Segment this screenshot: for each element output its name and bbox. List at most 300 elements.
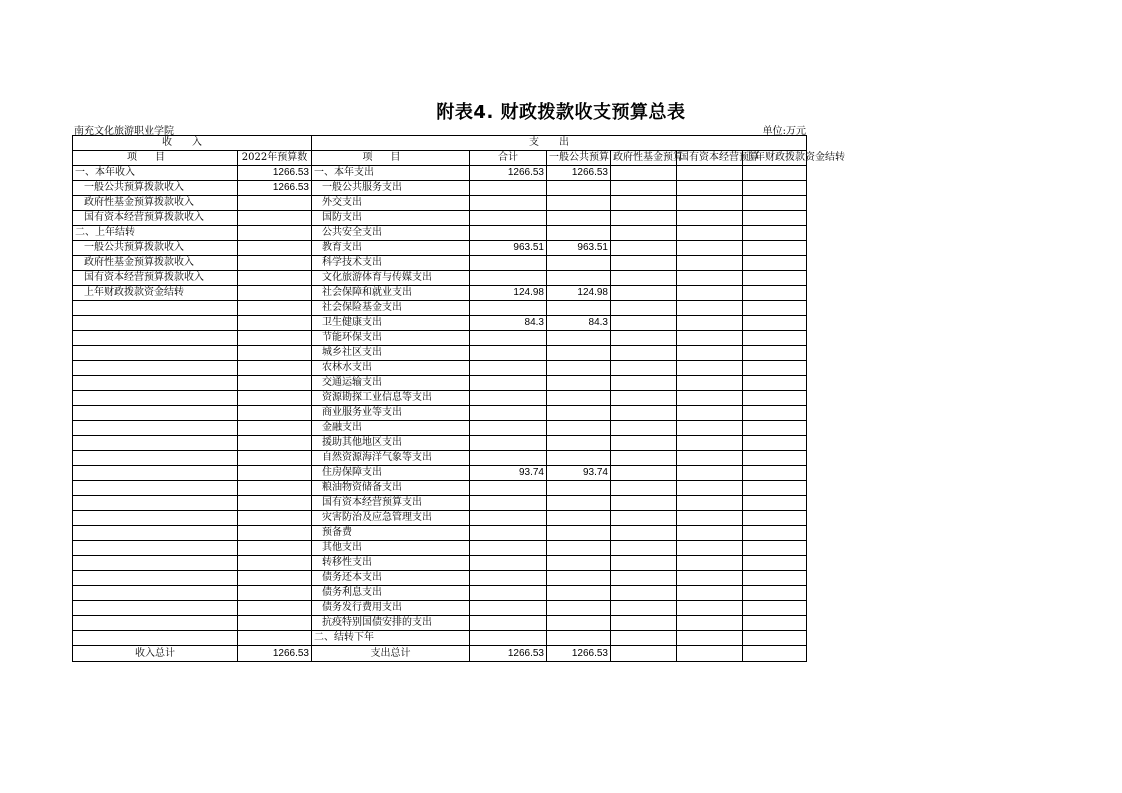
expense-item-cell: 农林水支出 (312, 361, 470, 376)
expense-item-cell: 其他支出 (312, 541, 470, 556)
expense-item-cell: 债务利息支出 (312, 586, 470, 601)
gov-fund-cell (611, 346, 677, 361)
prev-carryover-cell (743, 391, 807, 406)
general-budget-cell (547, 481, 611, 496)
expense-total-cell (470, 556, 547, 571)
expense-total-cell (470, 361, 547, 376)
prev-carryover-cell (743, 496, 807, 511)
gov-fund-cell (611, 526, 677, 541)
gov-fund-cell (611, 421, 677, 436)
state-capital-cell (677, 226, 743, 241)
table-row (73, 256, 807, 271)
gov-fund-header: 政府性基金预算 (611, 151, 677, 166)
table-row (73, 511, 807, 526)
state-capital-cell (677, 256, 743, 271)
prev-carryover-cell (743, 226, 807, 241)
expense-total-cell (470, 601, 547, 616)
gov-fund-cell (611, 436, 677, 451)
expense-item-cell: 交通运输支出 (312, 376, 470, 391)
income-item-cell (73, 346, 238, 361)
expense-item-cell: 住房保障支出 (312, 466, 470, 481)
prev-carryover-cell (743, 331, 807, 346)
general-budget-cell: 963.51 (547, 241, 611, 256)
table-row (73, 496, 807, 511)
gov-fund-cell (611, 466, 677, 481)
expense-total-cell (470, 181, 547, 196)
state-capital-cell (677, 166, 743, 181)
income-budget-cell (238, 556, 312, 571)
table-row (73, 361, 807, 376)
expense-item-cell: 社会保险基金支出 (312, 301, 470, 316)
section-header-row (73, 136, 807, 151)
prev-carryover-cell (743, 286, 807, 301)
income-budget-cell (238, 301, 312, 316)
income-item-cell (73, 601, 238, 616)
prev-carryover-cell (743, 181, 807, 196)
general-budget-cell (547, 301, 611, 316)
general-budget-cell (547, 211, 611, 226)
prev-carryover-cell (743, 556, 807, 571)
prev-carryover-cell (743, 196, 807, 211)
table-row (73, 421, 807, 436)
expense-total-cell (470, 256, 547, 271)
income-section-header: 收入 (73, 136, 312, 151)
prev-carryover-cell (743, 601, 807, 616)
gov-fund-cell (611, 451, 677, 466)
expense-item-cell: 自然资源海洋气象等支出 (312, 451, 470, 466)
gov-fund-cell (611, 556, 677, 571)
income-budget-cell (238, 316, 312, 331)
expense-item-cell: 转移性支出 (312, 556, 470, 571)
gov-fund-total-value (611, 646, 677, 662)
table-row (73, 376, 807, 391)
table-row (73, 571, 807, 586)
income-item-cell: 上年财政拨款资金结转 (73, 286, 238, 301)
prev-carryover-cell (743, 541, 807, 556)
expense-total-cell (470, 496, 547, 511)
income-budget-cell (238, 391, 312, 406)
income-total-value: 1266.53 (238, 646, 312, 662)
expense-item-cell: 国有资本经营预算支出 (312, 496, 470, 511)
general-budget-cell (547, 631, 611, 646)
table-row (73, 241, 807, 256)
prev-carryover-total-value (743, 646, 807, 662)
expense-item-cell: 抗疫特别国债安排的支出 (312, 616, 470, 631)
gov-fund-cell (611, 376, 677, 391)
expense-item-cell: 卫生健康支出 (312, 316, 470, 331)
general-budget-cell: 124.98 (547, 286, 611, 301)
expense-item-cell: 资源勘探工业信息等支出 (312, 391, 470, 406)
state-capital-cell (677, 391, 743, 406)
state-capital-cell (677, 556, 743, 571)
expense-item-cell: 援助其他地区支出 (312, 436, 470, 451)
prev-carryover-cell (743, 436, 807, 451)
expense-total-value: 1266.53 (470, 646, 547, 662)
table-row (73, 391, 807, 406)
state-capital-total-value (677, 646, 743, 662)
general-budget-cell (547, 346, 611, 361)
expense-section-header: 支出 (312, 136, 807, 151)
income-budget-cell (238, 511, 312, 526)
income-item-cell (73, 586, 238, 601)
table-row (73, 166, 807, 181)
table-row (73, 196, 807, 211)
income-item-cell (73, 541, 238, 556)
income-item-cell (73, 391, 238, 406)
income-item-cell: 一般公共预算拨款收入 (73, 241, 238, 256)
total-header: 合计 (470, 151, 547, 166)
prev-carryover-cell (743, 241, 807, 256)
table-row (73, 601, 807, 616)
expense-total-cell (470, 541, 547, 556)
gov-fund-cell (611, 226, 677, 241)
gov-fund-cell (611, 271, 677, 286)
expense-total-cell (470, 271, 547, 286)
general-budget-cell (547, 406, 611, 421)
general-budget-cell (547, 586, 611, 601)
income-item-cell: 政府性基金预算拨款收入 (73, 196, 238, 211)
income-item-cell (73, 526, 238, 541)
table-row (73, 631, 807, 646)
table-row (73, 211, 807, 226)
income-item-cell (73, 436, 238, 451)
income-item-cell: 国有资本经营预算拨款收入 (73, 271, 238, 286)
gov-fund-cell (611, 586, 677, 601)
gov-fund-cell (611, 361, 677, 376)
prev-carryover-cell (743, 451, 807, 466)
expense-total-cell (470, 391, 547, 406)
general-budget-cell (547, 541, 611, 556)
gov-fund-cell (611, 181, 677, 196)
income-item-cell: 二、上年结转 (73, 226, 238, 241)
expense-total-cell (470, 586, 547, 601)
gov-fund-cell (611, 331, 677, 346)
table-row (73, 556, 807, 571)
income-item-cell (73, 571, 238, 586)
table-row (73, 526, 807, 541)
income-budget-cell (238, 256, 312, 271)
expense-total-cell: 1266.53 (470, 166, 547, 181)
expense-total-cell (470, 226, 547, 241)
gov-fund-cell (611, 211, 677, 226)
gov-fund-cell (611, 631, 677, 646)
state-capital-cell (677, 466, 743, 481)
table-row (73, 436, 807, 451)
general-budget-cell (547, 496, 611, 511)
gov-fund-cell (611, 541, 677, 556)
income-item-cell (73, 316, 238, 331)
gov-fund-cell (611, 166, 677, 181)
general-budget-cell (547, 556, 611, 571)
general-budget-cell: 93.74 (547, 466, 611, 481)
gov-fund-cell (611, 316, 677, 331)
expense-total-cell: 93.74 (470, 466, 547, 481)
expense-total-cell (470, 571, 547, 586)
income-item-cell (73, 376, 238, 391)
table-row (73, 541, 807, 556)
expense-item-cell: 科学技术支出 (312, 256, 470, 271)
prev-carryover-cell (743, 301, 807, 316)
income-item-cell (73, 616, 238, 631)
general-budget-cell (547, 331, 611, 346)
prev-carryover-cell (743, 361, 807, 376)
general-budget-cell (547, 526, 611, 541)
organization-name: 南充文化旅游职业学院 (74, 126, 174, 137)
gov-fund-cell (611, 256, 677, 271)
expense-item-cell: 预备费 (312, 526, 470, 541)
prev-carryover-cell (743, 376, 807, 391)
expense-total-cell (470, 421, 547, 436)
expense-item-cell: 文化旅游体育与传媒支出 (312, 271, 470, 286)
income-item-cell (73, 331, 238, 346)
prev-carryover-cell (743, 616, 807, 631)
expense-item-cell: 公共安全支出 (312, 226, 470, 241)
expense-total-cell (470, 616, 547, 631)
prev-carryover-cell (743, 466, 807, 481)
expense-total-cell (470, 511, 547, 526)
column-header-row (73, 151, 807, 166)
income-budget-cell (238, 526, 312, 541)
income-budget-cell (238, 286, 312, 301)
expense-item-cell: 商业服务业等支出 (312, 406, 470, 421)
prev-carryover-cell (743, 166, 807, 181)
prev-carryover-cell (743, 316, 807, 331)
state-capital-cell (677, 286, 743, 301)
gov-fund-cell (611, 511, 677, 526)
table-row (73, 286, 807, 301)
state-capital-cell (677, 526, 743, 541)
unit-label: 单位:万元 (762, 126, 806, 137)
expense-total-label: 支出总计 (312, 646, 470, 662)
prev-carryover-cell (743, 631, 807, 646)
expense-item-cell: 城乡社区支出 (312, 346, 470, 361)
state-capital-cell (677, 571, 743, 586)
table-row (73, 616, 807, 631)
gov-fund-cell (611, 496, 677, 511)
gov-fund-cell (611, 286, 677, 301)
income-item-cell (73, 556, 238, 571)
prev-carryover-cell (743, 511, 807, 526)
gov-fund-cell (611, 571, 677, 586)
prev-carryover-header: 上年财政拨款资金结转 (743, 151, 807, 166)
state-capital-cell (677, 316, 743, 331)
gov-fund-cell (611, 196, 677, 211)
income-budget-cell (238, 496, 312, 511)
table-row (73, 451, 807, 466)
table-row (73, 226, 807, 241)
table-row (73, 331, 807, 346)
income-budget-cell (238, 406, 312, 421)
state-capital-cell (677, 181, 743, 196)
state-capital-cell (677, 601, 743, 616)
prev-carryover-cell (743, 571, 807, 586)
state-capital-cell (677, 541, 743, 556)
income-budget-cell (238, 196, 312, 211)
expense-item-cell: 一、本年支出 (312, 166, 470, 181)
expense-total-cell (470, 301, 547, 316)
state-capital-cell (677, 436, 743, 451)
expense-item-cell: 二、结转下年 (312, 631, 470, 646)
expense-total-cell (470, 631, 547, 646)
state-capital-cell (677, 586, 743, 601)
table-row (73, 316, 807, 331)
income-budget-cell (238, 571, 312, 586)
general-budget-cell (547, 511, 611, 526)
expense-total-cell (470, 406, 547, 421)
expense-item-cell: 社会保障和就业支出 (312, 286, 470, 301)
income-budget-cell (238, 601, 312, 616)
income-budget-cell (238, 421, 312, 436)
prev-carryover-cell (743, 586, 807, 601)
income-budget-cell (238, 481, 312, 496)
prev-carryover-cell (743, 211, 807, 226)
income-item-header: 项目 (73, 151, 238, 166)
gov-fund-cell (611, 391, 677, 406)
general-budget-cell (547, 391, 611, 406)
expense-total-cell (470, 526, 547, 541)
general-budget-cell (547, 616, 611, 631)
income-budget-cell (238, 226, 312, 241)
table-row (73, 406, 807, 421)
expense-total-cell (470, 346, 547, 361)
prev-carryover-cell (743, 406, 807, 421)
expense-item-cell: 节能环保支出 (312, 331, 470, 346)
income-budget-cell (238, 631, 312, 646)
income-budget-cell (238, 271, 312, 286)
income-budget-cell (238, 451, 312, 466)
expense-item-cell: 灾害防治及应急管理支出 (312, 511, 470, 526)
state-capital-cell (677, 421, 743, 436)
state-capital-cell (677, 271, 743, 286)
table-row (73, 181, 807, 196)
gov-fund-cell (611, 601, 677, 616)
expense-total-cell (470, 376, 547, 391)
income-item-cell (73, 481, 238, 496)
income-item-cell (73, 466, 238, 481)
state-capital-cell (677, 361, 743, 376)
prev-carryover-cell (743, 346, 807, 361)
income-item-cell (73, 406, 238, 421)
prev-carryover-cell (743, 421, 807, 436)
gov-fund-cell (611, 241, 677, 256)
general-budget-cell (547, 571, 611, 586)
general-budget-cell (547, 421, 611, 436)
expense-item-cell: 粮油物资储备支出 (312, 481, 470, 496)
income-budget-cell (238, 376, 312, 391)
income-budget-cell (238, 331, 312, 346)
income-item-cell (73, 301, 238, 316)
expense-item-cell: 外交支出 (312, 196, 470, 211)
income-budget-cell (238, 541, 312, 556)
state-capital-cell (677, 451, 743, 466)
state-capital-cell (677, 196, 743, 211)
state-capital-cell (677, 376, 743, 391)
general-budget-cell (547, 256, 611, 271)
expense-total-cell (470, 211, 547, 226)
income-budget-cell (238, 436, 312, 451)
state-capital-cell (677, 301, 743, 316)
state-capital-cell (677, 241, 743, 256)
table-row (73, 346, 807, 361)
expense-total-cell (470, 481, 547, 496)
income-item-cell (73, 451, 238, 466)
prev-carryover-cell (743, 481, 807, 496)
general-budget-cell (547, 601, 611, 616)
general-budget-cell (547, 196, 611, 211)
income-item-cell (73, 631, 238, 646)
general-budget-cell: 1266.53 (547, 166, 611, 181)
income-budget-header: 2022年预算数 (238, 151, 312, 166)
expense-total-cell (470, 436, 547, 451)
state-capital-cell (677, 631, 743, 646)
income-total-label: 收入总计 (73, 646, 238, 662)
expense-total-cell (470, 196, 547, 211)
expense-item-cell: 债务发行费用支出 (312, 601, 470, 616)
income-budget-cell (238, 466, 312, 481)
state-capital-cell (677, 511, 743, 526)
prev-carryover-cell (743, 256, 807, 271)
table-row (73, 586, 807, 601)
income-budget-cell (238, 586, 312, 601)
state-capital-header: 国有资本经营预算 (677, 151, 743, 166)
income-budget-cell: 1266.53 (238, 181, 312, 196)
expense-total-cell (470, 331, 547, 346)
state-capital-cell (677, 496, 743, 511)
budget-table (72, 135, 845, 662)
state-capital-cell (677, 406, 743, 421)
expense-item-cell: 一般公共服务支出 (312, 181, 470, 196)
state-capital-cell (677, 211, 743, 226)
income-budget-cell (238, 241, 312, 256)
table-row (73, 271, 807, 286)
expense-item-header: 项目 (312, 151, 470, 166)
expense-total-cell: 963.51 (470, 241, 547, 256)
general-budget-cell (547, 451, 611, 466)
income-item-cell (73, 496, 238, 511)
income-item-cell (73, 361, 238, 376)
general-budget-cell (547, 181, 611, 196)
general-budget-cell (547, 226, 611, 241)
general-budget-cell: 84.3 (547, 316, 611, 331)
gov-fund-cell (611, 406, 677, 421)
income-item-cell: 一、本年收入 (73, 166, 238, 181)
general-budget-cell (547, 376, 611, 391)
income-budget-cell (238, 211, 312, 226)
state-capital-cell (677, 331, 743, 346)
general-budget-cell (547, 271, 611, 286)
income-item-cell (73, 511, 238, 526)
gov-fund-cell (611, 616, 677, 631)
general-budget-total-value: 1266.53 (547, 646, 611, 662)
table-row (73, 466, 807, 481)
income-budget-cell (238, 346, 312, 361)
expense-item-cell: 教育支出 (312, 241, 470, 256)
gov-fund-cell (611, 301, 677, 316)
expense-total-cell (470, 451, 547, 466)
table-row (73, 301, 807, 316)
income-item-cell: 国有资本经营预算拨款收入 (73, 211, 238, 226)
income-budget-cell: 1266.53 (238, 166, 312, 181)
income-item-cell: 政府性基金预算拨款收入 (73, 256, 238, 271)
general-budget-header: 一般公共预算 (547, 151, 611, 166)
prev-carryover-cell (743, 271, 807, 286)
prev-carryover-cell (743, 526, 807, 541)
gov-fund-cell (611, 481, 677, 496)
state-capital-cell (677, 616, 743, 631)
totals-row (73, 646, 807, 662)
expense-item-cell: 国防支出 (312, 211, 470, 226)
table-row (73, 481, 807, 496)
